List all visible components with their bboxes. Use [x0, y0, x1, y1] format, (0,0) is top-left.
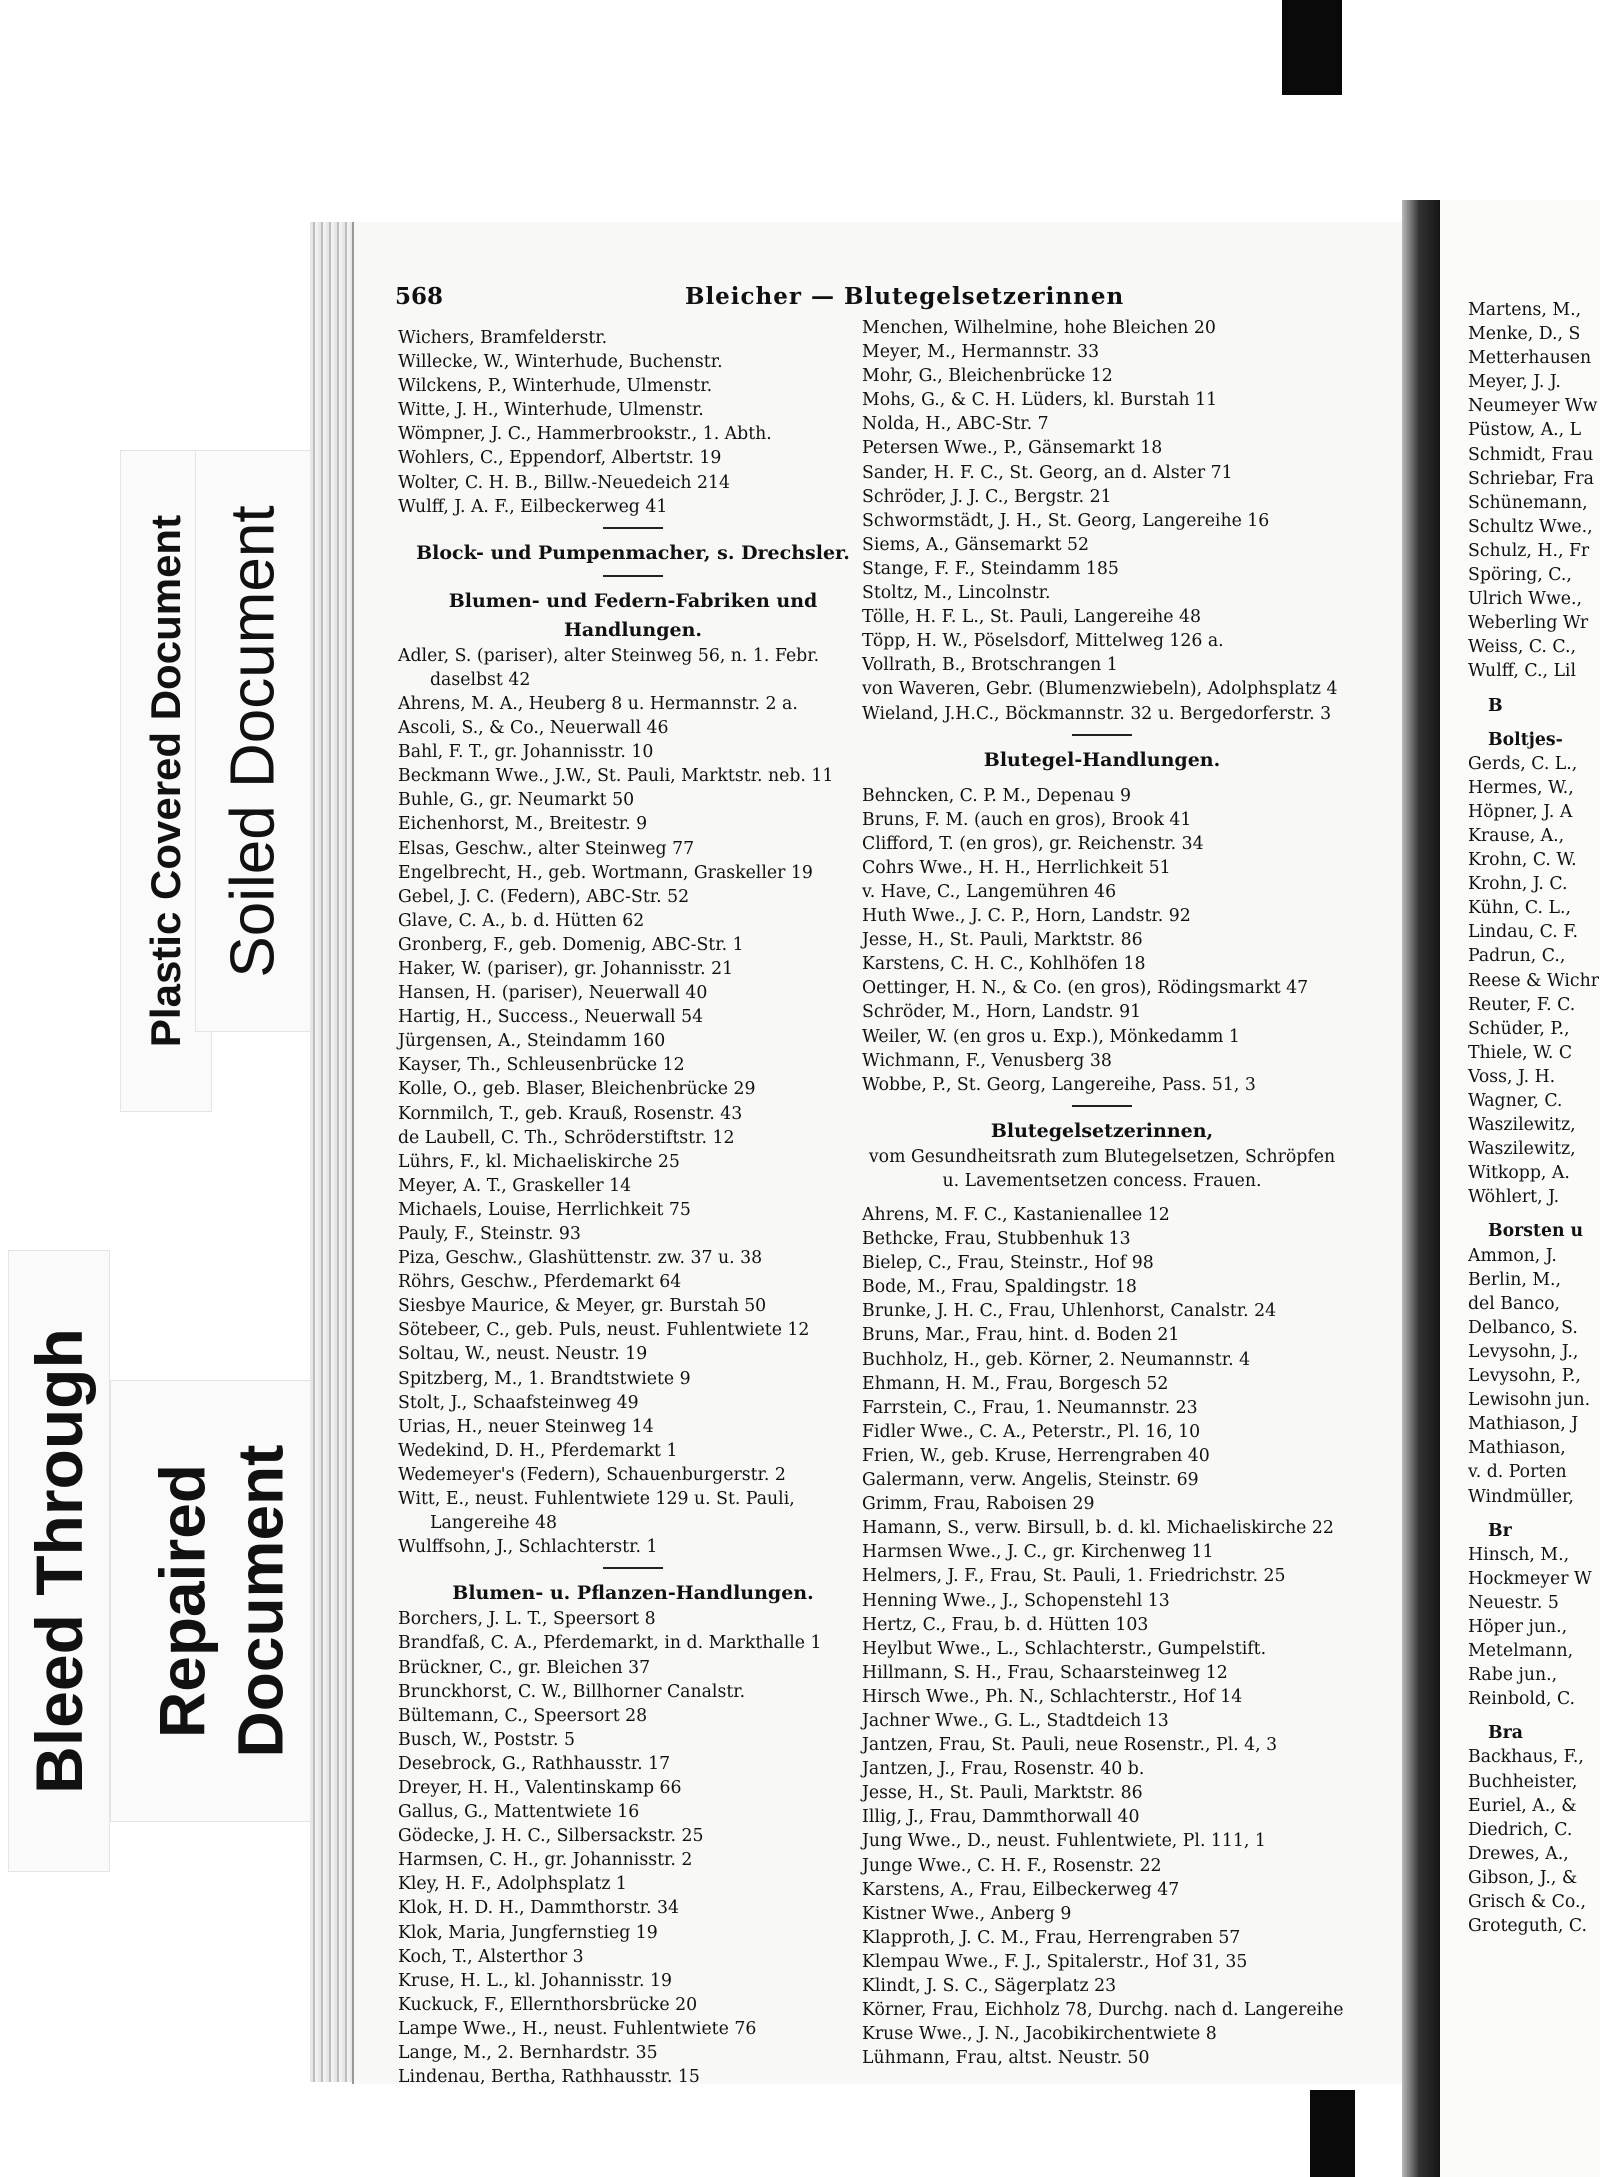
directory-entry: Levysohn, J.,	[1468, 1341, 1579, 1362]
directory-entry: Rabe jun.,	[1468, 1665, 1558, 1686]
directory-entry: Wömpner, J. C., Hammerbrookstr., 1. Abth.	[398, 424, 772, 445]
directory-entry: Lampe Wwe., H., neust. Fuhlentwiete 76	[398, 2018, 757, 2039]
directory-entry: Cohrs Wwe., H. H., Herrlichkeit 51	[862, 857, 1171, 878]
directory-entry: Neuestr. 5	[1468, 1592, 1559, 1613]
directory-entry: Metelmann,	[1468, 1641, 1574, 1662]
page-number: 568	[395, 283, 444, 310]
directory-entry: Padrun, C.,	[1468, 946, 1566, 967]
directory-entry: Karstens, C. H. C., Kohlhöfen 18	[862, 954, 1146, 975]
directory-entry: Wulff, J. A. F., Eilbeckerweg 41	[398, 496, 668, 517]
directory-entry: Michaels, Louise, Herrlichkeit 75	[398, 1199, 691, 1220]
directory-entry: Beckmann Wwe., J.W., St. Pauli, Marktstr. neb. 11	[398, 766, 834, 787]
directory-entry: Lindau, C. F.	[1468, 922, 1578, 943]
directory-entry: Ehmann, H. M., Frau, Borgesch 52	[862, 1373, 1169, 1394]
directory-entry: Hartig, H., Success., Neuerwall 54	[398, 1007, 704, 1028]
directory-entry: Jürgensen, A., Steindamm 160	[398, 1031, 666, 1052]
directory-entry: Koch, T., Alsterthor 3	[398, 1946, 584, 1967]
directory-entry: Jantzen, Frau, St. Pauli, neue Rosenstr., Pl. 4, 3	[862, 1735, 1278, 1756]
directory-entry: Piza, Geschw., Glashüttenstr. zw. 37 u. 38	[398, 1248, 763, 1269]
directory-entry: Galermann, verw. Angelis, Steinstr. 69	[862, 1470, 1199, 1491]
directory-entry: Willecke, W., Winterhude, Buchenstr.	[398, 352, 723, 373]
directory-entry: Siems, A., Gänsemarkt 52	[862, 534, 1089, 555]
directory-entry: Sötebeer, C., geb. Puls, neust. Fuhlentwiete 12	[398, 1320, 810, 1341]
directory-entry: Frien, W., geb. Kruse, Herrengraben 40	[862, 1445, 1210, 1466]
bleed-through-text: Bleed Through	[22, 1328, 96, 1794]
directory-entry: Krause, A.,	[1468, 825, 1565, 846]
directory-entry: Wichers, Bramfelderstr.	[398, 328, 608, 348]
directory-entry: Ammon, J.	[1468, 1245, 1557, 1266]
page-title: Bleicher — Blutegelsetzerinnen	[685, 283, 1125, 310]
section-heading: Block- und Pumpenmacher, s. Drechsler.	[416, 541, 850, 564]
repaired-document-label	[110, 1380, 332, 1822]
directory-entry: Körner, Frau, Eichholz 78, Durchg. nach d. Langereihe	[862, 2000, 1344, 2021]
directory-entry: Jesse, H., St. Pauli, Marktstr. 86	[862, 1783, 1143, 1804]
section-divider	[603, 527, 663, 529]
directory-entry: Wedekind, D. H., Pferdemarkt 1	[398, 1440, 678, 1461]
directory-entry: del Banco,	[1468, 1293, 1561, 1314]
directory-entry: Wieland, J.H.C., Böckmannstr. 32 u. Bergedorferstr. 3	[862, 703, 1332, 724]
directory-entry: Siesbye Maurice, & Meyer, gr. Burstah 50	[398, 1296, 767, 1317]
directory-entry: Elsas, Geschw., alter Steinweg 77	[398, 838, 695, 859]
directory-entry: Brandfaß, C. A., Pferdemarkt, in d. Markthalle 1	[398, 1633, 822, 1654]
directory-entry: Reese & Wichr	[1468, 970, 1599, 991]
directory-entry: Spitzberg, M., 1. Brandtstwiete 9	[398, 1368, 691, 1389]
directory-entry: Henning Wwe., J., Schopenstehl 13	[862, 1590, 1170, 1611]
directory-entry: Busch, W., Poststr. 5	[398, 1729, 576, 1750]
section-gap	[1468, 1711, 1600, 1721]
directory-entry: Ahrens, M. A., Heuberg 8 u. Hermannstr. 2 a.	[398, 693, 798, 714]
directory-entry: Windmüller,	[1468, 1486, 1574, 1507]
directory-entry: Backhaus, F.,	[1468, 1747, 1584, 1768]
directory-entry: Buchholz, H., geb. Körner, 2. Neumannstr. 4	[862, 1349, 1251, 1370]
directory-entry: Jung Wwe., D., neust. Fuhlentwiete, Pl. 111, 1	[862, 1831, 1266, 1852]
directory-entry: Farrstein, C., Frau, 1. Neumannstr. 23	[862, 1397, 1198, 1418]
directory-entry: Höpner, J. A	[1468, 801, 1573, 822]
section-heading: Handlungen.	[563, 618, 702, 641]
directory-entry: Kruse Wwe., J. N., Jacobikirchentwiete 8	[862, 2024, 1217, 2045]
directory-entry: v. d. Porten	[1468, 1462, 1567, 1483]
directory-entry: de Laubell, C. Th., Schröderstiftstr. 12	[398, 1127, 735, 1148]
directory-entry: Harmsen, C. H., gr. Johannisstr. 2	[398, 1850, 693, 1871]
directory-entry: Püstow, A., L	[1468, 420, 1582, 441]
directory-entry: Witt, E., neust. Fuhlentwiete 129 u. St. Pauli,	[398, 1489, 795, 1510]
directory-entry: Lühmann, Frau, altst. Neustr. 50	[862, 2048, 1150, 2069]
directory-entry: Töpp, H. W., Pöselsdorf, Mittelweg 126 a.	[862, 631, 1224, 652]
directory-entry: Wichmann, F., Venusberg 38	[862, 1050, 1112, 1071]
soiled-document-label	[195, 450, 312, 1032]
section-subheading: vom Gesundheitsrath zum Blutegelsetzen, Schröpfen	[868, 1146, 1336, 1167]
plastic-covered-text: Plastic Covered Document	[142, 514, 190, 1048]
directory-entry: Haker, W. (pariser), gr. Johannisstr. 21	[398, 958, 734, 979]
directory-entry: Heylbut Wwe., L., Schlachterstr., Gumpelstift.	[862, 1638, 1267, 1659]
directory-entry: Illig, J., Frau, Dammthorwall 40	[862, 1807, 1140, 1828]
section-heading: B	[1488, 695, 1503, 716]
directory-entry: Kley, H. F., Adolphsplatz 1	[398, 1874, 627, 1895]
directory-entry: Grimm, Frau, Raboisen 29	[862, 1494, 1095, 1515]
directory-entry: Meyer, J. J.	[1468, 372, 1561, 393]
running-head	[395, 283, 1355, 317]
directory-entry: Schünemann,	[1468, 492, 1588, 513]
directory-entry: Ascoli, S., & Co., Neuerwall 46	[398, 718, 669, 739]
directory-entry: Kolle, O., geb. Blaser, Bleichenbrücke 29	[398, 1079, 756, 1100]
right-column-partial	[1468, 298, 1600, 1938]
directory-entry: Gibson, J., &	[1468, 1867, 1578, 1888]
section-gap	[862, 1193, 1342, 1203]
directory-entry: Desebrock, G., Rathhausstr. 17	[398, 1753, 671, 1774]
directory-entry: Pauly, F., Steinstr. 93	[398, 1224, 581, 1244]
directory-entry: Thiele, W. C	[1468, 1042, 1573, 1063]
directory-entry: Harmsen Wwe., J. C., gr. Kirchenweg 11	[862, 1542, 1214, 1563]
entry-continuation: daselbst 42	[430, 669, 531, 690]
directory-entry: Euriel, A., &	[1468, 1795, 1577, 1816]
directory-entry: Wobbe, P., St. Georg, Langereihe, Pass. 51, 3	[862, 1074, 1256, 1095]
directory-entry: Hinsch, M.,	[1468, 1544, 1570, 1565]
repaired-document-text: Repaired Document	[146, 1444, 296, 1758]
section-heading: Br	[1488, 1520, 1512, 1541]
directory-entry: Martens, M.,	[1468, 300, 1582, 320]
directory-entry: Höper jun.,	[1468, 1616, 1568, 1637]
directory-entry: Bruns, Mar., Frau, hint. d. Boden 21	[862, 1325, 1180, 1346]
section-heading: Blutegelsetzerinnen,	[990, 1119, 1214, 1142]
directory-entry: Meyer, M., Hermannstr. 33	[862, 342, 1100, 363]
directory-entry: Clifford, T. (en gros), gr. Reichenstr. 34	[862, 833, 1204, 854]
directory-entry: Wagner, C.	[1468, 1091, 1563, 1111]
directory-entry: Drewes, A.,	[1468, 1843, 1569, 1864]
directory-entry: Meyer, A. T., Graskeller 14	[398, 1175, 632, 1196]
directory-entry: Schröder, M., Horn, Landstr. 91	[862, 1002, 1142, 1023]
directory-entry: Hansen, H. (pariser), Neuerwall 40	[398, 983, 708, 1004]
directory-entry: Ahrens, M. F. C., Kastanienallee 12	[862, 1205, 1170, 1225]
directory-entry: Hamann, S., verw. Birsull, b. d. kl. Michaeliskirche 22	[862, 1518, 1334, 1539]
directory-entry: Waszilewitz,	[1468, 1139, 1576, 1160]
directory-entry: Klapproth, J. C. M., Frau, Herrengraben 57	[862, 1927, 1241, 1948]
section-heading: Bra	[1488, 1723, 1523, 1744]
section-divider	[1072, 1105, 1132, 1107]
section-gap	[1468, 1209, 1600, 1219]
section-gap	[1468, 684, 1600, 694]
directory-entry: Mathiason,	[1468, 1438, 1566, 1459]
directory-entry: Kruse, H. L., kl. Johannisstr. 19	[398, 1970, 672, 1991]
directory-entry: Reinbold, C.	[1468, 1689, 1576, 1710]
directory-entry: Mohr, G., Bleichenbrücke 12	[862, 366, 1113, 387]
directory-entry: Jesse, H., St. Pauli, Marktstr. 86	[862, 930, 1143, 951]
directory-entry: Berlin, M.,	[1468, 1269, 1562, 1290]
directory-entry: Glave, C. A., b. d. Hütten 62	[398, 910, 645, 931]
directory-entry: Bültemann, C., Speersort 28	[398, 1705, 648, 1726]
directory-entry: Stange, F. F., Steindamm 185	[862, 558, 1119, 579]
directory-entry: Weiss, C. C.,	[1468, 637, 1577, 658]
book-gutter	[1402, 200, 1440, 2177]
directory-entry: Gerds, C. L.,	[1468, 753, 1578, 774]
directory-entry: Lührs, F., kl. Michaeliskirche 25	[398, 1151, 680, 1172]
directory-entry: Junge Wwe., C. H. F., Rosenstr. 22	[862, 1855, 1162, 1876]
directory-entry: Delbanco, S.	[1468, 1317, 1578, 1338]
directory-entry: Bielep, C., Frau, Steinstr., Hof 98	[862, 1253, 1154, 1274]
directory-entry: Schwormstädt, J. H., St. Georg, Langereihe 16	[862, 510, 1270, 531]
directory-entry: Petersen Wwe., P., Gänsemarkt 18	[862, 438, 1163, 459]
directory-entry: von Waveren, Gebr. (Blumenzwiebeln), Adolphsplatz 4	[862, 679, 1338, 700]
directory-entry: Weberling Wr	[1468, 613, 1589, 634]
directory-entry: Kühn, C. L.,	[1468, 898, 1571, 919]
directory-entry: Buhle, G., gr. Neumarkt 50	[398, 790, 635, 811]
directory-entry: Wedemeyer's (Federn), Schauenburgerstr. 2	[398, 1464, 786, 1485]
directory-entry: Klok, H. D. H., Dammthorstr. 34	[398, 1898, 679, 1919]
directory-entry: Jantzen, J., Frau, Rosenstr. 40 b.	[862, 1759, 1145, 1780]
directory-entry: Neumeyer Ww	[1468, 396, 1598, 417]
section-divider	[1072, 734, 1132, 736]
directory-entry: Wolter, C. H. B., Billw.-Neuedeich 214	[398, 472, 731, 493]
directory-entry: Bethcke, Frau, Stubbenhuk 13	[862, 1229, 1131, 1250]
directory-entry: Waszilewitz,	[1468, 1115, 1576, 1136]
directory-entry: Voss, J. H.	[1468, 1066, 1556, 1087]
directory-entry: Lange, M., 2. Bernhardstr. 35	[398, 2043, 658, 2063]
scan-edge-bottom	[1310, 2090, 1355, 2177]
directory-entry: Sander, H. F. C., St. Georg, an d. Alster 71	[862, 462, 1233, 483]
directory-entry: Engelbrecht, H., geb. Wortmann, Graskeller 19	[398, 862, 813, 883]
directory-entry: Huth Wwe., J. C. P., Horn, Landstr. 92	[862, 906, 1191, 927]
section-gap	[862, 774, 1342, 784]
directory-entry: Klindt, J. S. C., Sägerplatz 23	[862, 1976, 1117, 1996]
directory-entry: Borchers, J. L. T., Speersort 8	[398, 1609, 656, 1630]
directory-entry: v. Have, C., Langemühren 46	[862, 881, 1117, 902]
section-subheading: u. Lavementsetzen concess. Frauen.	[942, 1170, 1262, 1191]
directory-entry: Buchheister,	[1468, 1771, 1578, 1792]
directory-entry: Krohn, C. W.	[1468, 850, 1577, 871]
section-gap	[1468, 1509, 1600, 1519]
directory-entry: Hermes, W.,	[1468, 777, 1574, 798]
section-heading: Boltjes-	[1488, 729, 1563, 750]
middle-column	[862, 316, 1342, 2070]
directory-entry: Soltau, W., neust. Neustr. 19	[398, 1344, 648, 1365]
directory-entry: Kuckuck, F., Ellernthorsbrücke 20	[398, 1994, 698, 2015]
directory-entry: Brunckhorst, C. W., Billhorner Canalstr.	[398, 1681, 746, 1702]
directory-entry: Wöhlert, J.	[1468, 1187, 1560, 1208]
directory-entry: Urias, H., neuer Steinweg 14	[398, 1416, 654, 1437]
directory-entry: Diedrich, C.	[1468, 1819, 1573, 1840]
directory-entry: Lewisohn jun.	[1468, 1390, 1591, 1411]
directory-entry: Groteguth, C.	[1468, 1916, 1587, 1937]
directory-entry: Schmidt, Frau	[1468, 444, 1594, 465]
directory-entry: Metterhausen	[1468, 348, 1592, 369]
directory-entry: Gronberg, F., geb. Domenig, ABC-Str. 1	[398, 934, 744, 955]
directory-entry: Schulz, H., Fr	[1468, 540, 1590, 561]
directory-entry: Brunke, J. H. C., Frau, Uhlenhorst, Canalstr. 24	[862, 1301, 1277, 1322]
directory-entry: Nolda, H., ABC-Str. 7	[862, 414, 1049, 435]
directory-entry: Tölle, H. F. L., St. Pauli, Langereihe 48	[862, 607, 1201, 628]
directory-entry: Klempau Wwe., F. J., Spitalerstr., Hof 31, 35	[862, 1951, 1248, 1972]
directory-entry: Oettinger, H. N., & Co. (en gros), Rödingsmarkt 47	[862, 978, 1309, 999]
directory-entry: Lindenau, Bertha, Rathhausstr. 15	[398, 2067, 700, 2088]
directory-entry: Adler, S. (pariser), alter Steinweg 56, n. 1. Febr.	[398, 645, 820, 666]
directory-entry: Röhrs, Geschw., Pferdemarkt 64	[398, 1272, 682, 1293]
left-column	[398, 326, 868, 2089]
directory-entry: Klok, Maria, Jungfernstieg 19	[398, 1922, 658, 1943]
directory-entry: Ulrich Wwe.,	[1468, 589, 1582, 610]
directory-entry: Levysohn, P.,	[1468, 1366, 1581, 1387]
directory-entry: Schriebar, Fra	[1468, 468, 1594, 489]
directory-entry: Dreyer, H. H., Valentinskamp 66	[398, 1777, 682, 1798]
directory-entry: Bode, M., Frau, Spaldingstr. 18	[862, 1277, 1137, 1298]
directory-entry: Wilckens, P., Winterhude, Ulmenstr.	[398, 376, 713, 397]
directory-entry: Fidler Wwe., C. A., Peterstr., Pl. 16, 10	[862, 1421, 1201, 1442]
directory-entry: Kistner Wwe., Anberg 9	[862, 1903, 1072, 1924]
directory-entry: Schultz Wwe.,	[1468, 516, 1593, 537]
soiled-document-text: Soiled Document	[219, 504, 288, 978]
section-heading: Blumen- u. Pflanzen-Handlungen.	[452, 1582, 814, 1605]
bleed-through-label	[8, 1250, 110, 1872]
directory-entry: Witte, J. H., Winterhude, Ulmenstr.	[398, 400, 704, 421]
directory-entry: Menke, D., S	[1468, 324, 1581, 345]
directory-entry: Kornmilch, T., geb. Krauß, Rosenstr. 43	[398, 1103, 743, 1124]
directory-entry: Brückner, C., gr. Bleichen 37	[398, 1657, 651, 1678]
directory-entry: Weiler, W. (en gros u. Exp.), Mönkedamm 1	[862, 1026, 1240, 1047]
section-gap	[1468, 718, 1600, 728]
entry-continuation: Langereihe 48	[430, 1513, 558, 1534]
directory-entry: Eichenhorst, M., Breitestr. 9	[398, 814, 648, 835]
directory-entry: Mohs, G., & C. H. Lüders, kl. Burstah 11	[862, 390, 1218, 411]
directory-entry: Gebel, J. C. (Federn), ABC-Str. 52	[398, 886, 690, 907]
directory-entry: Hockmeyer W	[1468, 1568, 1592, 1589]
directory-entry: Stolt, J., Schaafsteinweg 49	[398, 1392, 639, 1413]
directory-entry: Kayser, Th., Schleusenbrücke 12	[398, 1055, 685, 1076]
directory-entry: Reuter, F. C.	[1468, 994, 1576, 1015]
section-heading: Blutegel-Handlungen.	[983, 748, 1221, 771]
directory-entry: Hillmann, S. H., Frau, Schaarsteinweg 12	[862, 1662, 1228, 1683]
directory-entry: Helmers, J. F., Frau, St. Pauli, 1. Friedrichstr. 25	[862, 1566, 1286, 1587]
directory-entry: Gallus, G., Mattentwiete 16	[398, 1802, 640, 1823]
directory-entry: Behncken, C. P. M., Depenau 9	[862, 785, 1131, 806]
section-divider	[603, 575, 663, 577]
scan-edge-top	[1282, 0, 1342, 95]
directory-entry: Jachner Wwe., G. L., Stadtdeich 13	[862, 1710, 1169, 1731]
directory-entry: Karstens, A., Frau, Eilbeckerweg 47	[862, 1879, 1180, 1900]
directory-entry: Vollrath, B., Brotschrangen 1	[862, 655, 1118, 676]
directory-entry: Bahl, F. T., gr. Johannisstr. 10	[398, 742, 654, 763]
directory-entry: Hirsch Wwe., Ph. N., Schlachterstr., Hof 14	[862, 1686, 1243, 1707]
directory-entry: Spöring, C.,	[1468, 565, 1572, 586]
directory-entry: Hertz, C., Frau, b. d. Hütten 103	[862, 1614, 1149, 1635]
section-heading: Borsten u	[1488, 1221, 1584, 1242]
directory-entry: Schüder, P.,	[1468, 1018, 1570, 1039]
directory-entry: Menchen, Wilhelmine, hohe Bleichen 20	[862, 318, 1216, 338]
directory-entry: Wohlers, C., Eppendorf, Albertstr. 19	[398, 448, 722, 469]
directory-entry: Witkopp, A.	[1468, 1163, 1570, 1184]
section-heading: Blumen- und Federn-Fabriken und	[448, 589, 818, 612]
directory-entry: Mathiason, J	[1468, 1414, 1579, 1435]
directory-entry: Wulff, C., Lil	[1468, 661, 1576, 682]
directory-entry: Wulffsohn, J., Schlachterstr. 1	[398, 1537, 658, 1558]
directory-entry: Gödecke, J. H. C., Silbersackstr. 25	[398, 1826, 704, 1847]
section-divider	[603, 1567, 663, 1569]
directory-entry: Krohn, J. C.	[1468, 874, 1568, 895]
directory-entry: Grisch & Co.,	[1468, 1892, 1586, 1912]
directory-entry: Schröder, J. J. C., Bergstr. 21	[862, 486, 1112, 507]
directory-entry: Bruns, F. M. (auch en gros), Brook 41	[862, 809, 1192, 830]
directory-entry: Stoltz, M., Lincolnstr.	[862, 583, 1051, 604]
